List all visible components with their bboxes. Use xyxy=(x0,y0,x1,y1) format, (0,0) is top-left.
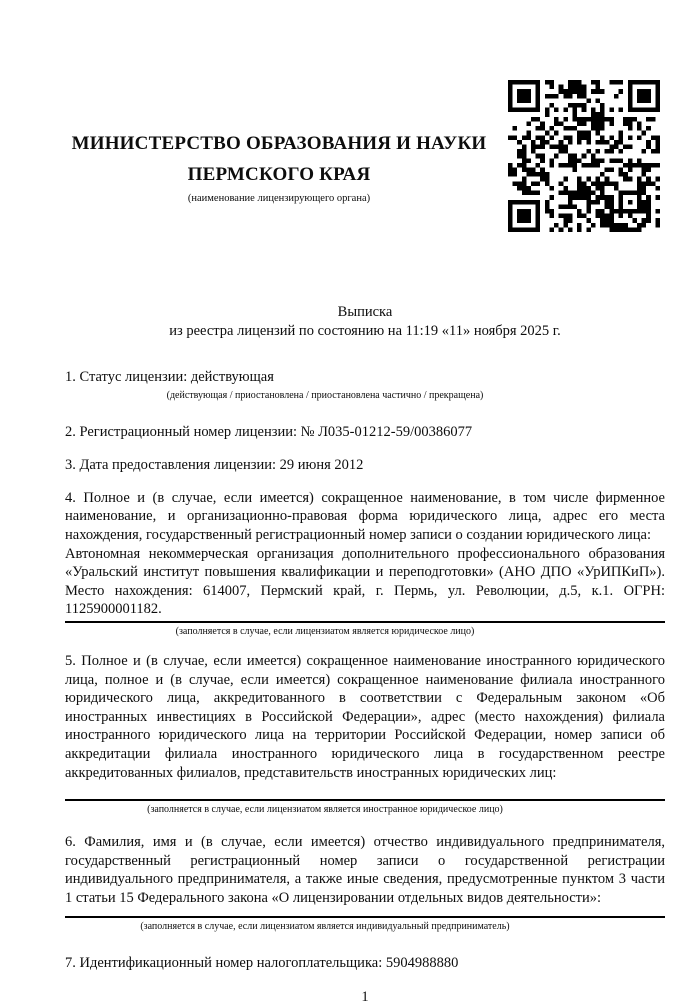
page-number: 1 xyxy=(361,989,369,1006)
item-5-foreign-entity xyxy=(65,652,665,816)
item-6-text: 6. Фамилия, имя и (в случае, если имеется) отчество индивидуального предпринимателя, государственный регистрационный номер записи о государственной регистрации индивидуального предпринимателя, а также иные сведения, предусмотренные пунктом 3 части 1 статьи 15 Федерального закона «О лицензировании отдельных видов деятельности»: xyxy=(65,834,665,906)
document-title-line1: Выписка xyxy=(337,304,393,320)
item-4-caption: (заполняется в случае, если лицензиатом является юридическое лицо) xyxy=(175,625,475,637)
item-4-text: 4. Полное и (в случае, если имеется) сокращенное наименование, в том числе фирменное наименование, и организационно-правовая форма юридического лица, адрес его места нахождения, государственный регистрационный номер записи о создании юридического лица: xyxy=(65,489,665,543)
document-title xyxy=(65,303,665,341)
item-3-grant-date xyxy=(65,456,665,475)
item-7-taxpayer-id xyxy=(65,954,665,973)
empty-field xyxy=(65,782,665,797)
separator-line xyxy=(65,799,665,801)
item-3-text: 3. Дата предоставления лицензии: 29 июня 2012 xyxy=(65,457,364,474)
item-4-legal-entity xyxy=(65,489,665,638)
item-1-license-status xyxy=(65,368,665,402)
separator-line xyxy=(65,621,665,623)
item-4-value: Автономная некоммерческая организация дополнительного профессионального образования «Уральский институт повышения квалификации и переподготовки» (АНО ДПО «УрИПКиП»). Место нахождения: 614007, Пермский край, г. Пермь, ул. Революции, д.5, к.1. ОГРН: 1125900001182. xyxy=(65,545,665,618)
item-2-text: 2. Регистрационный номер лицензии: № Л035-01212-59/00386077 xyxy=(65,423,473,440)
authority-caption: (наименование лицензирующего органа) xyxy=(187,193,371,204)
item-6-individual-entrepreneur xyxy=(65,833,665,933)
authority-name-line2: ПЕРМСКОГО КРАЯ xyxy=(187,164,371,185)
document-title-line2: из реестра лицензий по состоянию на 11:19 «11» ноября 2025 г. xyxy=(169,323,561,339)
document-header xyxy=(65,0,665,240)
item-6-caption: (заполняется в случае, если лицензиатом является индивидуальный предприниматель) xyxy=(140,921,510,933)
item-5-caption: (заполняется в случае, если лицензиатом является иностранное юридическое лицо) xyxy=(147,804,503,816)
item-7-text: 7. Идентификационный номер налогоплательщика: 5904988880 xyxy=(65,955,459,972)
item-1-caption: (действующая / приостановлена / приостановлена частично / прекращена) xyxy=(166,389,484,401)
authority-name-line1: МИНИСТЕРСТВО ОБРАЗОВАНИЯ И НАУКИ xyxy=(71,133,487,154)
item-2-registration-number xyxy=(65,423,665,442)
item-5-text: 5. Полное и (в случае, если имеется) сокращенное наименование иностранного юридического лица, полное и (в случае, если имеется) сокращенное наименование филиала иностранного юридического лица, аккредитованного в соответствии с Федеральным законом «Об иностранных инвестициях в Российской Федерации», адрес (место нахождения) филиала иностранного юридического лица на территории Российской Федерации, номер записи об аккредитации филиала иностранного юридического лица в государственном реестре аккредитованных филиалов, представительств иностранных юридических лиц: xyxy=(65,652,665,781)
issuing-authority xyxy=(65,128,493,206)
separator-line xyxy=(65,916,665,918)
qr-code-icon xyxy=(508,80,660,232)
item-1-text: 1. Статус лицензии: действующая xyxy=(65,369,274,385)
empty-field xyxy=(65,907,665,914)
